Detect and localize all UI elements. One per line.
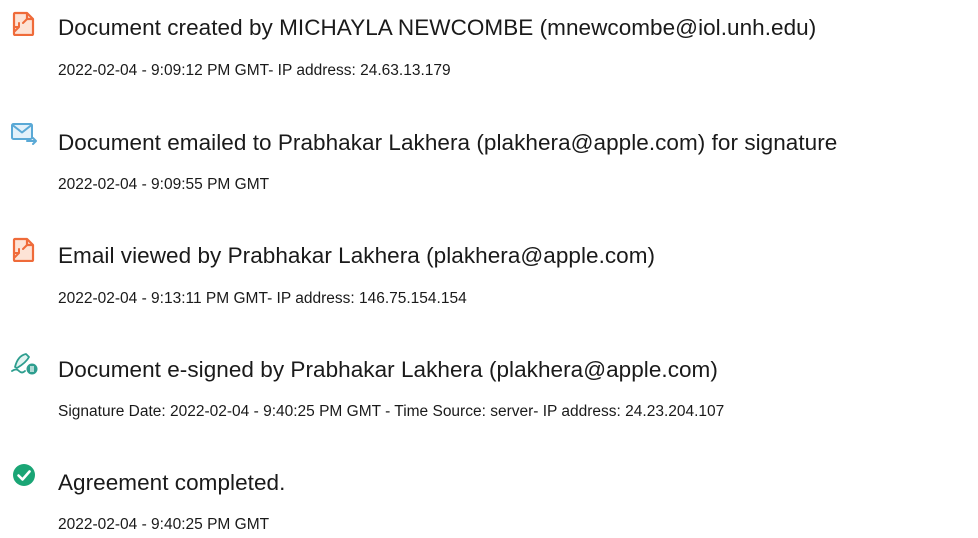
event-title: Agreement completed. bbox=[58, 470, 286, 495]
email-sent-icon bbox=[9, 120, 39, 146]
event-title: Document e-signed by Prabhakar Lakhera (plakhera@apple.com) bbox=[58, 357, 718, 382]
event-title: Document emailed to Prabhakar Lakhera (plakhera@apple.com) for signature bbox=[58, 130, 838, 155]
document-created-icon bbox=[9, 10, 39, 36]
event-title: Email viewed by Prabhakar Lakhera (plakhera@apple.com) bbox=[58, 243, 656, 268]
event-detail: Signature Date: 2022-02-04 - 9:40:25 PM GMT - Time Source: server- IP address: 24.23.204.107 bbox=[58, 403, 725, 420]
event-detail: 2022-02-04 - 9:09:55 PM GMT bbox=[58, 176, 270, 193]
e-signed-icon bbox=[9, 349, 39, 375]
event-detail: 2022-02-04 - 9:09:12 PM GMT- IP address: 24.63.13.179 bbox=[58, 62, 451, 79]
event-detail: 2022-02-04 - 9:13:11 PM GMT- IP address: 146.75.154.154 bbox=[58, 290, 467, 307]
event-title: Document created by MICHAYLA NEWCOMBE (mnewcombe@iol.unh.edu) bbox=[58, 15, 817, 40]
check-circle-icon bbox=[9, 462, 39, 488]
email-viewed-icon bbox=[9, 236, 39, 262]
event-detail: 2022-02-04 - 9:40:25 PM GMT bbox=[58, 516, 270, 533]
